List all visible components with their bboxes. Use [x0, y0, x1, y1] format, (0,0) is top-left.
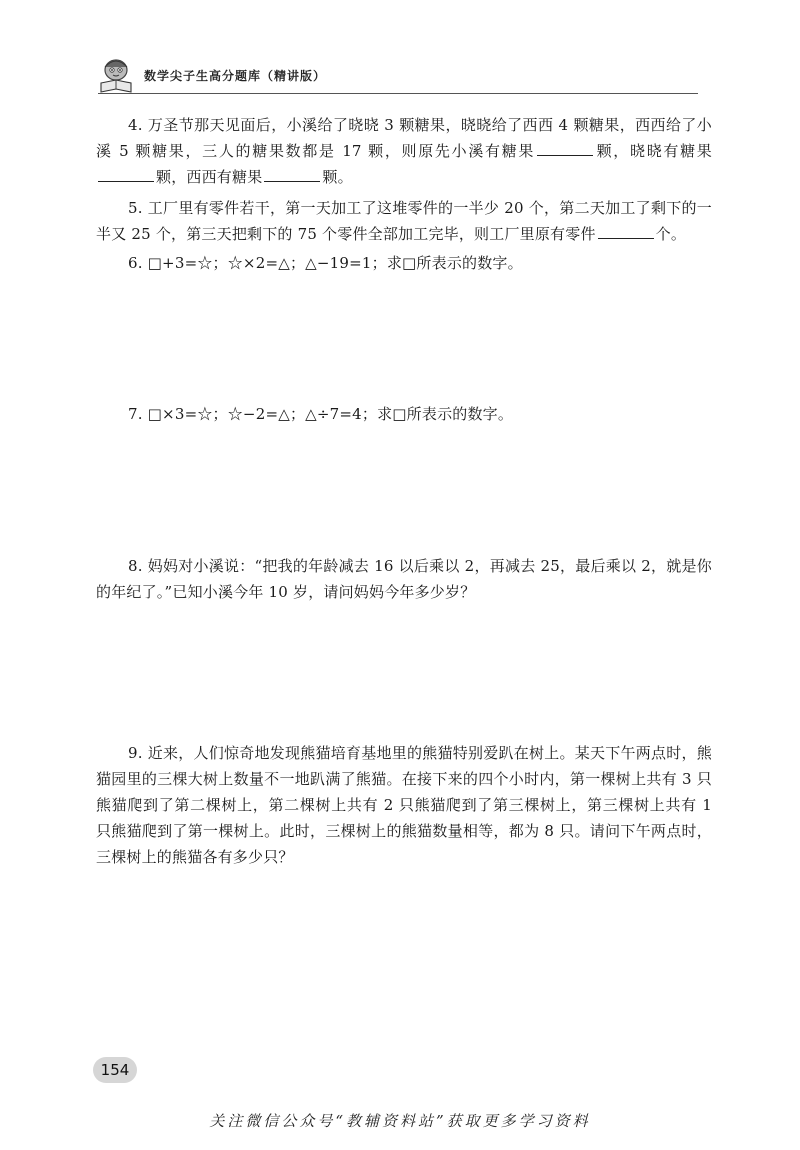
footer-note: 关注微信公众号“教辅资料站”获取更多学习资料: [209, 1112, 591, 1130]
header-divider: [98, 93, 698, 94]
mascot-reading-icon: [96, 55, 136, 95]
problem-4-text-a: 4. 万圣节那天见面后，小溪给了晓晓 3 颗糖果，晓晓给了西西 4 颗糖果，西西给了小溪 5 颗糖果，三人的糖果数都是 17 颗，则原先小溪有糖果: [96, 116, 712, 160]
problem-5-text-b: 个。: [655, 225, 687, 243]
problem-9: [96, 740, 712, 870]
answer-blank: [98, 165, 154, 182]
problem-5: [96, 195, 712, 247]
problem-8: [96, 553, 712, 605]
problem-6-text: 6. □+3=☆；☆×2=△；△−19=1；求□所表示的数字。: [128, 254, 523, 272]
problem-8-text: 8. 妈妈对小溪说：“把我的年龄减去 16 以后乘以 2，再减去 25，最后乘以 2，就是你的年纪了。”已知小溪今年 10 岁，请问妈妈今年多少岁？: [96, 557, 712, 601]
page-number: 154: [93, 1057, 137, 1083]
answer-blank: [537, 139, 593, 156]
problem-7-text: 7. □×3=☆；☆−2=△；△÷7=4；求□所表示的数字。: [128, 405, 514, 423]
problem-9-text: 9. 近来，人们惊奇地发现熊猫培育基地里的熊猫特别爱趴在树上。某天下午两点时，熊猫园里的三棵大树上数量不一地趴满了熊猫。在接下来的四个小时内，第一棵树上共有 3 只熊猫爬到了第二棵树上，第二棵树上共有 2 只熊猫爬到了第三棵树上，第三棵树上共有 1 只熊猫爬到了第一棵树上。此时，三棵树上的熊猫数量相等，都为 8 只。请问下午两点时，三棵树上的熊猫各有多少只？: [96, 744, 712, 866]
answer-blank: [598, 222, 654, 239]
series-title: 数学尖子生高分题库（精讲版）: [144, 68, 327, 83]
problem-4: [96, 112, 712, 190]
page-header: [96, 54, 326, 96]
problem-5-text-a: 5. 工厂里有零件若干，第一天加工了这堆零件的一半少 20 个，第二天加工了剩下的一半又 25 个，第三天把剩下的 75 个零件全部加工完毕，则工厂里原有零件: [96, 199, 712, 243]
problem-4-text-d: 颗。: [322, 168, 353, 186]
problem-6: [96, 250, 712, 276]
answer-blank: [264, 165, 320, 182]
problem-4-text-c: 颗，西西有糖果: [156, 168, 263, 186]
problem-4-text-b: 颗，晓晓有糖果: [595, 142, 712, 160]
problem-7: [96, 401, 712, 427]
